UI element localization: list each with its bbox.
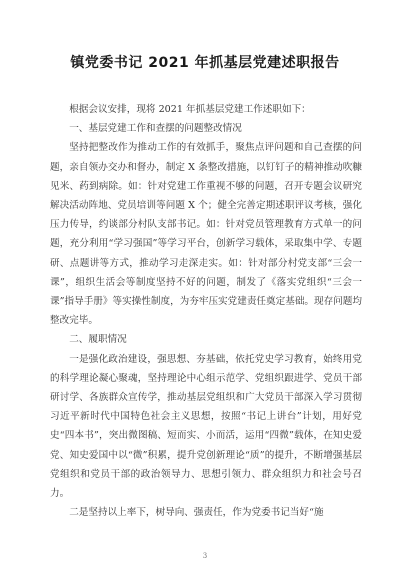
paragraph: 一是强化政治建设，强思想、夯基础，依托党史学习教育，始终用党的科学理论凝心聚魂，坚持理论中心组示范学、党组织跟进学、党员干部研讨学、各族群众宣传学，推动基层党组织和广大党员干部深入学习贯彻习近平新时代中国特色社会主义思想，按照“书记上讲台”计划，用好党史“四本书”，突出微图稿、短而实、小而活，运用“四微”载体，在知史爱党、知史爱国中以“微”积累，提升党创新理论“质”的提升，不断增强基层党组织和党员干部的政治领导力、思想引领力、群众组织力和社会号召力。 xyxy=(50,353,362,500)
intro-paragraph: 根据会议安排，现将 2021 年抓基层党建工作述职如下： xyxy=(69,104,311,115)
section-heading-2: 二、履职情况 xyxy=(69,334,127,346)
document-body xyxy=(50,100,362,522)
paragraph: 二是坚持以上率下，树导向、强责任，作为党委书记当好“施 xyxy=(69,507,324,519)
section-heading-1: 一、基层党建工作和查摆的问题整改情况 xyxy=(69,123,242,135)
page-title: 镇党委书记 2021 年抓基层党建述职报告 xyxy=(70,55,340,71)
page-number: 3 xyxy=(202,552,208,560)
paragraph: 坚持把整改作为推动工作的有效抓手，聚焦点评问题和自己查摆的问题，亲自领办交办和督办，制定 X 条整改措施，以钉钉子的精神推动吹糠见米、药到病除。如：针对党建工作重视不够的问题，召开专题会议研究解决活动阵地、党员培训等问题 X 个；健全完善定期述职评议考核，强化压力传导，约谈部分村队支部书记。如：针对党员管理教育方式单一的问题，充分利用“学习强国”等学习平台，创新学习载体，采取集中学、专题研、点题讲等方式，推动学习走深走实。如：针对部分村党支部“三会一课”，组织生活会等制度坚持不好的问题，制发了《落实党组织“三会一课”指导手册》等实操性制度，为夯牢压实党建责任奠定基础。现存问题均整改完毕。 xyxy=(50,142,362,327)
